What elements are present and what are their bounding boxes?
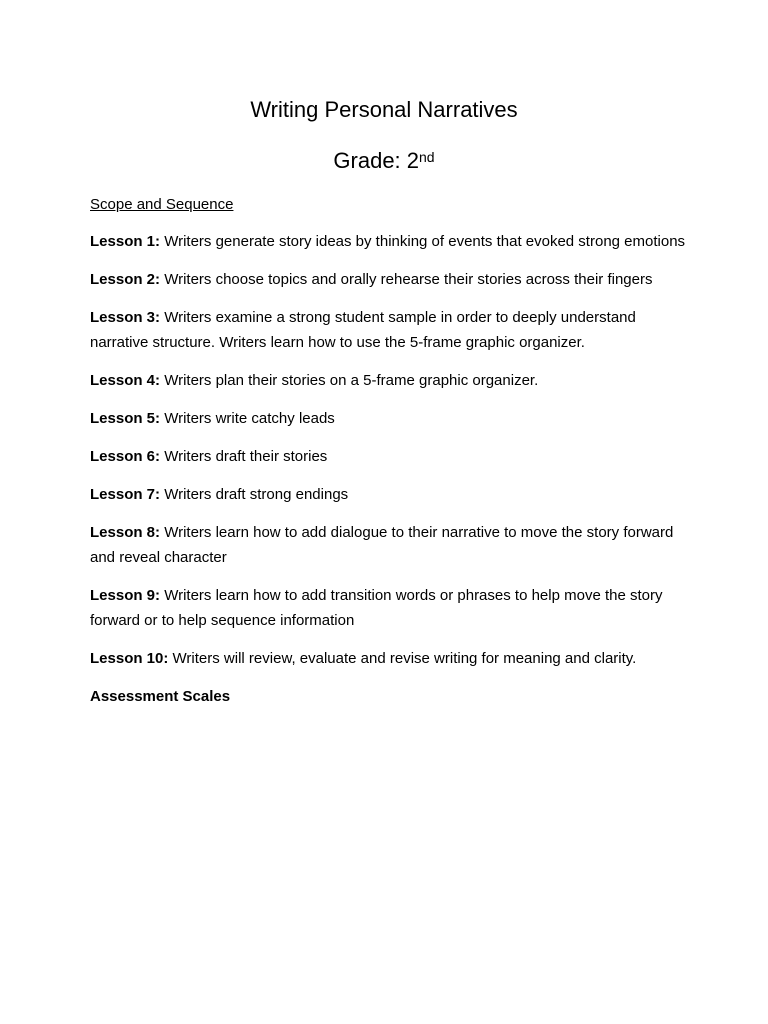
lesson-text: Writers draft their stories (160, 448, 328, 465)
lesson-item (90, 520, 690, 570)
grade-superscript: nd (419, 149, 435, 165)
lesson-label: Lesson 2: (90, 271, 161, 288)
lesson-label: Lesson 6: (90, 448, 161, 465)
lesson-label: Lesson 8: (90, 524, 161, 541)
lesson-label: Lesson 7: (90, 486, 161, 503)
lesson-item (90, 583, 690, 633)
assessment-heading: Assessment Scales (90, 688, 231, 705)
lesson-item (90, 305, 690, 355)
lesson-text: Writers plan their stories on a 5-frame graphic organizer. (160, 372, 539, 389)
grade-heading (0, 147, 768, 175)
lesson-text: Writers examine a strong student sample in order to deeply understand narrative structure. Writers learn how to use the 5-frame graphic organizer. (90, 309, 636, 351)
lesson-label: Lesson 1: (90, 233, 161, 250)
lesson-text: Writers learn how to add transition words or phrases to help move the story forward or to help sequence information (90, 587, 663, 629)
lesson-item (90, 482, 690, 507)
lesson-label: Lesson 9: (90, 587, 161, 604)
lesson-item (90, 646, 690, 671)
lesson-label: Lesson 4: (90, 372, 161, 389)
lesson-label: Lesson 3: (90, 309, 161, 326)
document-title: Writing Personal Narratives (250, 97, 518, 122)
document-body (90, 192, 690, 709)
lesson-item (90, 406, 690, 431)
lesson-item (90, 444, 690, 469)
section-heading: Scope and Sequence (90, 196, 234, 213)
grade-label: Grade: 2 (333, 148, 420, 173)
lesson-item (90, 229, 690, 254)
lesson-label: Lesson 5: (90, 410, 161, 427)
lesson-item (90, 368, 690, 393)
lesson-text: Writers learn how to add dialogue to their narrative to move the story forward and reveal character (90, 524, 674, 566)
lesson-text: Writers will review, evaluate and revise writing for meaning and clarity. (168, 650, 637, 667)
lesson-text: Writers write catchy leads (160, 410, 335, 427)
lesson-label: Lesson 10: (90, 650, 169, 667)
lesson-text: Writers draft strong endings (160, 486, 349, 503)
lesson-item (90, 267, 690, 292)
lesson-text: Writers generate story ideas by thinking of events that evoked strong emotions (160, 233, 686, 250)
lesson-text: Writers choose topics and orally rehearse their stories across their fingers (160, 271, 653, 288)
